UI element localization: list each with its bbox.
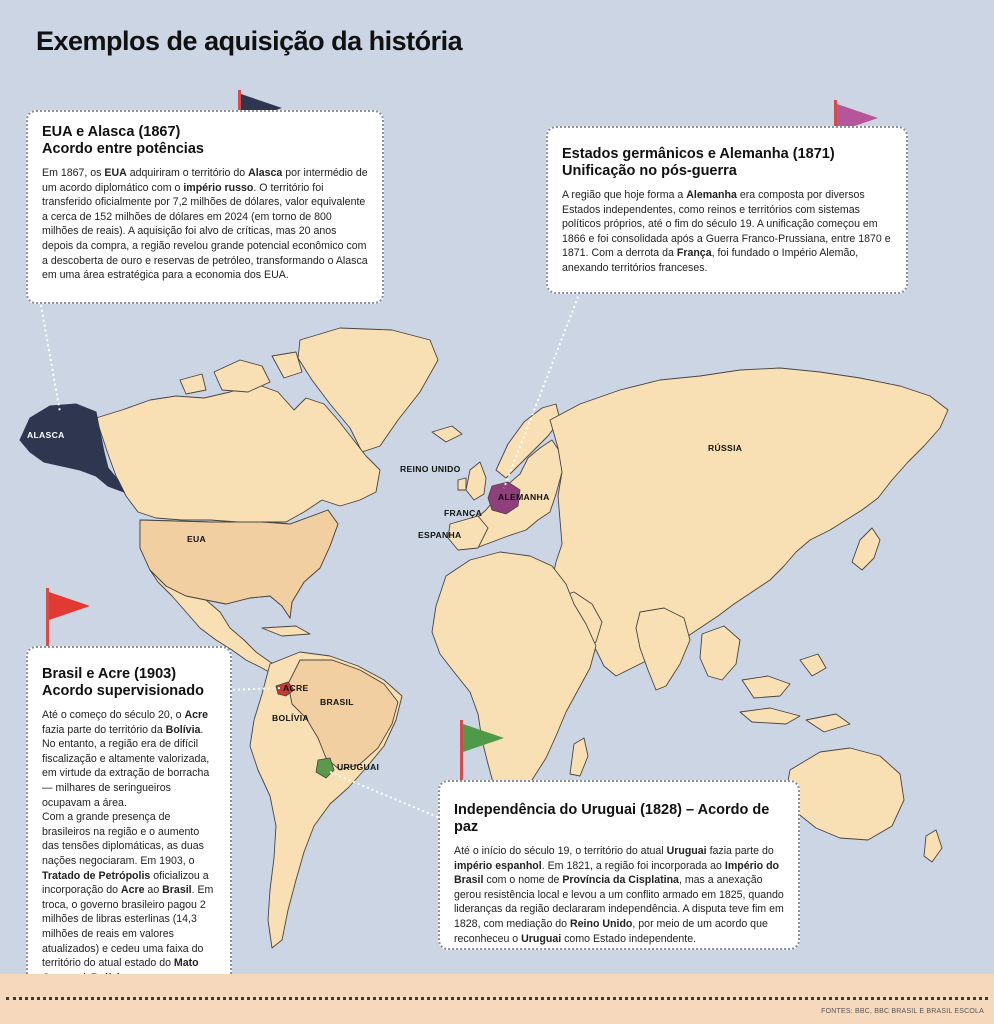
card-acre-text-1: Até o começo do século 20, o Acre fazia parte do território da Bolívia. No entanto, a região era de difícil fiscalização e altamente valorizada, em virtude da extração de borracha — milhares de seringueiros ocupavam a área. (42, 709, 210, 809)
footer (0, 974, 994, 1024)
iceland (432, 426, 462, 442)
card-alasca (26, 110, 384, 304)
india (636, 608, 690, 690)
label-franca: FRANÇA (444, 508, 483, 518)
card-acre-title: Brasil e Acre (1903) (42, 666, 177, 682)
eua-highlight (140, 510, 338, 618)
card-acre (26, 646, 232, 1012)
card-alasca-title: EUA e Alasca (1867) (42, 124, 181, 140)
card-acre-subtitle: Acordo supervisionado (42, 683, 204, 699)
arctic-islands (180, 352, 302, 394)
label-alasca: ALASCA (27, 430, 65, 440)
card-alasca-subtitle: Acordo entre potências (42, 141, 204, 157)
card-alemanha-title: Estados germânicos e Alemanha (1871) (562, 146, 835, 162)
madagascar (570, 738, 588, 776)
connector-alasca (40, 300, 60, 412)
card-alemanha-subtitle: Unificação no pós-guerra (562, 163, 737, 179)
card-alemanha (546, 126, 908, 294)
label-brasil: BRASIL (320, 697, 354, 707)
uk (458, 462, 486, 500)
russia-asia (550, 368, 948, 676)
label-acre: ACRE (283, 683, 309, 693)
cuba (262, 626, 310, 636)
card-alasca-text: Em 1867, os EUA adquiriram o território do Alasca por intermédio de um acordo diplomático com o império russo. O território foi transferido oficialmente por 7,2 milhões de dólares, valor equivalente a cerca de 152 milhões de dólares em 2024 (em torno de 800 milhões de reais). A aquisição foi alvo de críticas, mas 20 anos depois da compra, a região revelou grande potencial econômico com a descoberta de ouro e reservas de petróleo, transformando o Alasca em uma área estratégica para a economia dos EUA. (42, 167, 368, 282)
label-russia: RÚSSIA (708, 443, 743, 453)
japan (852, 528, 880, 570)
footer-sources: FONTES: BBC, BBC BRASIL E BRASIL ESCOLA (821, 1008, 984, 1015)
card-alemanha-text: A região que hoje forma a Alemanha era composta por diversos Estados independentes, como reinos e territórios com sistemas políticos próprios, até o fim do século 19. A unificação começou em 1866 e foi consolidada após a Guerra Franco-Prussiana, entre 1870 e 1871. Com a derrota da França, foi fundado o Império Alemão, anexando territórios franceses. (562, 189, 891, 274)
australia (786, 748, 904, 840)
indonesia (740, 708, 850, 732)
card-uruguai-title: Independência do Uruguai (1828) – Acordo de paz (454, 802, 770, 835)
label-uruguai: URUGUAI (337, 762, 380, 772)
card-uruguai (438, 780, 800, 950)
label-eua: EUA (187, 534, 207, 544)
label-espanha: ESPANHA (418, 530, 462, 540)
label-reino-unido: REINO UNIDO (400, 464, 461, 474)
card-uruguai-text: Até o início do século 19, o território do atual Uruguai fazia parte do império espanhol. Em 1821, a região foi incorporada ao Império do Brasil com o nome de Província da Cisplatina, mas a anexação gerou resistência local e levou a um conflito armado em 1825, quando lideranças da região declararam independência. A disputa teve fim em 1828, com mediação do Reino Unido, por meio de um acordo que reconheceu o Uruguai como Estado independente. (454, 845, 784, 945)
page-title: Exemplos de aquisição da história (36, 26, 463, 56)
southeast-asia (700, 626, 826, 698)
new-zealand (924, 830, 942, 862)
card-acre-text-2: Com a grande presença de brasileiros na região e o aumento das tensões diplomáticas, as duas nações negociaram. Em 1903, o Tratado de Petrópolis oficializou a incorporação do Acre ao Brasil. Em troca, o governo brasileiro pagou 2 milhões de libras esterlinas (14,3 milhões de reais em valores atualizados) e cedeu uma faixa do território do atual estado do Mato (42, 811, 214, 970)
footer-dotted-line (6, 997, 988, 1000)
label-bolivia: BOLÍVIA (272, 713, 309, 723)
label-alemanha: ALEMANHA (498, 492, 550, 502)
